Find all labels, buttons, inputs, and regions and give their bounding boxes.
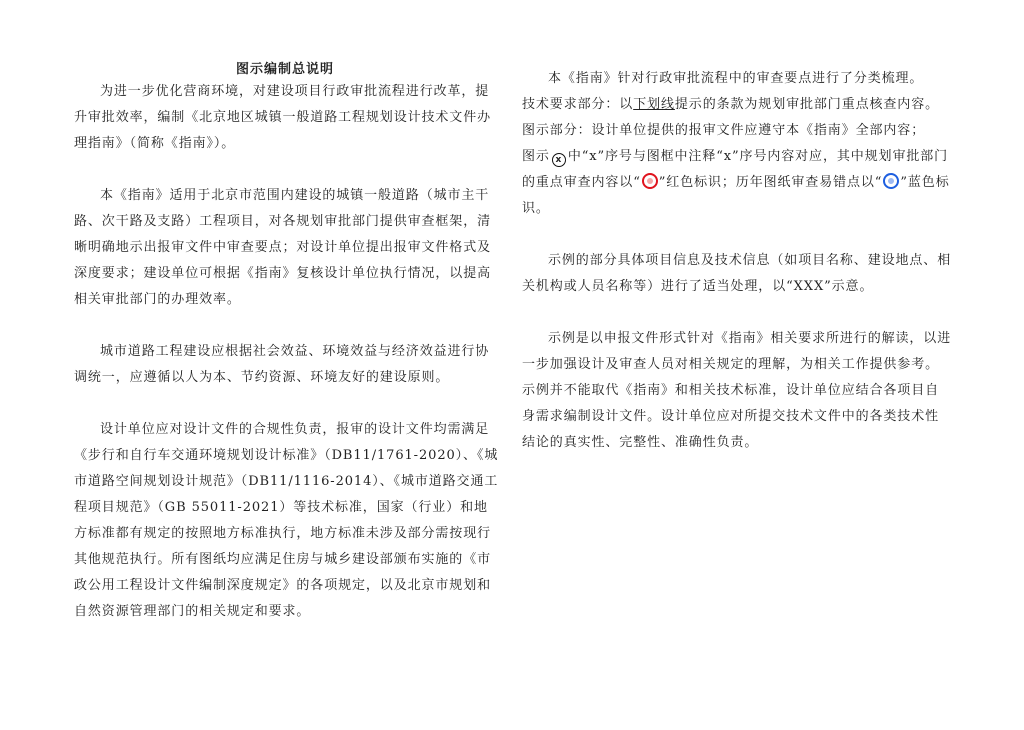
paragraph-purpose: 为进一步优化营商环境，对建设项目行政审批流程进行改革，提升审批效率，编制《北京地区城镇一般道路工程规划设计技术文件办理指南》（简称《指南》）。: [74, 84, 492, 151]
right-column: [522, 66, 952, 482]
page-title: 图示编制总说明: [235, 62, 334, 77]
guide-structure-intro: 本《指南》针对行政审批流程中的审查要点进行了分类梳理。: [548, 71, 924, 86]
underline-example: 下划线: [633, 97, 675, 112]
paragraph-illustration-rules: [522, 118, 952, 144]
tech-req-text-b: 提示的条款为规划审批部门重点核查内容。: [674, 97, 940, 112]
circled-x-icon: x: [552, 153, 566, 167]
left-column: [74, 79, 500, 651]
tech-req-text-a: 技术要求部分：以: [522, 97, 634, 112]
paragraph-anonymization: 示例的部分具体项目信息及技术信息（如项目名称、建设地点、相关机构或人员名称等）进行了适当处理，以“XXX”示意。: [522, 253, 952, 294]
paragraph-scope: 本《指南》适用于北京市范围内建设的城镇一般道路（城市主干路、次干路及支路）工程项目，对各规划审批部门提供审查框架，清晰明确地示出报审文件中审查要点；对设计单位提出报审文件格式及深度要求；建设单位可根据《指南》复核设计单位执行情况，以提高相关审批部门的办理效率。: [74, 188, 492, 307]
blue-circle-icon: [883, 173, 899, 189]
legend-text-c: ”红色标识；历年图纸审查易错点以“: [658, 175, 883, 190]
paragraph-compliance: 设计单位应对设计文件的合规性负责，报审的设计文件均需满足《步行和自行车交通环境规划设计标准》（DB11/1761-2020）、《城市道路空间规划设计规范》（DB11/1116-2014）、《城市道路交通工程项目规范》（GB 55011-2021）等技术标准，国家（行业）和地方标准都有规定的按照地方标准执行，地方标准未涉及部分需按现行其他规范执行。所有图纸均应满足住房与城乡建设部颁布实施的《市政公用工程设计文件编制深度规定》的各项规定，以及北京市规划和自然资源管理部门的相关规定和要求。: [74, 422, 499, 619]
illustration-rules-text: 图示部分：设计单位提供的报审文件应遵守本《指南》全部内容；: [522, 123, 926, 138]
paragraph-disclaimer: 示例是以申报文件形式针对《指南》相关要求所进行的解读，以进一步加强设计及审查人员对相关规定的理解，为相关工作提供参考。示例并不能取代《指南》和相关技术标准，设计单位应结合各项目自身需求编制设计文件。设计单位应对所提交技术文件中的各类技术性结论的真实性、完整性、准确性负责。: [522, 331, 952, 450]
paragraph-guide-structure: [522, 66, 952, 92]
red-circle-icon: [642, 173, 658, 189]
paragraph-legend: [522, 144, 952, 222]
legend-text-a: 图示: [522, 149, 550, 164]
paragraph-principles: 城市道路工程建设应根据社会效益、环境效益与经济效益进行协调统一，应遵循以人为本、节约资源、环境友好的建设原则。: [74, 344, 490, 385]
legend-text-b: 中“x”序号与图框中注释“x”序号内容对应，其中规划审批部门的重点审查内容以“: [522, 149, 949, 190]
paragraph-technical-requirements: [522, 92, 952, 118]
legend-text-d: ”蓝色标识。: [522, 175, 950, 216]
